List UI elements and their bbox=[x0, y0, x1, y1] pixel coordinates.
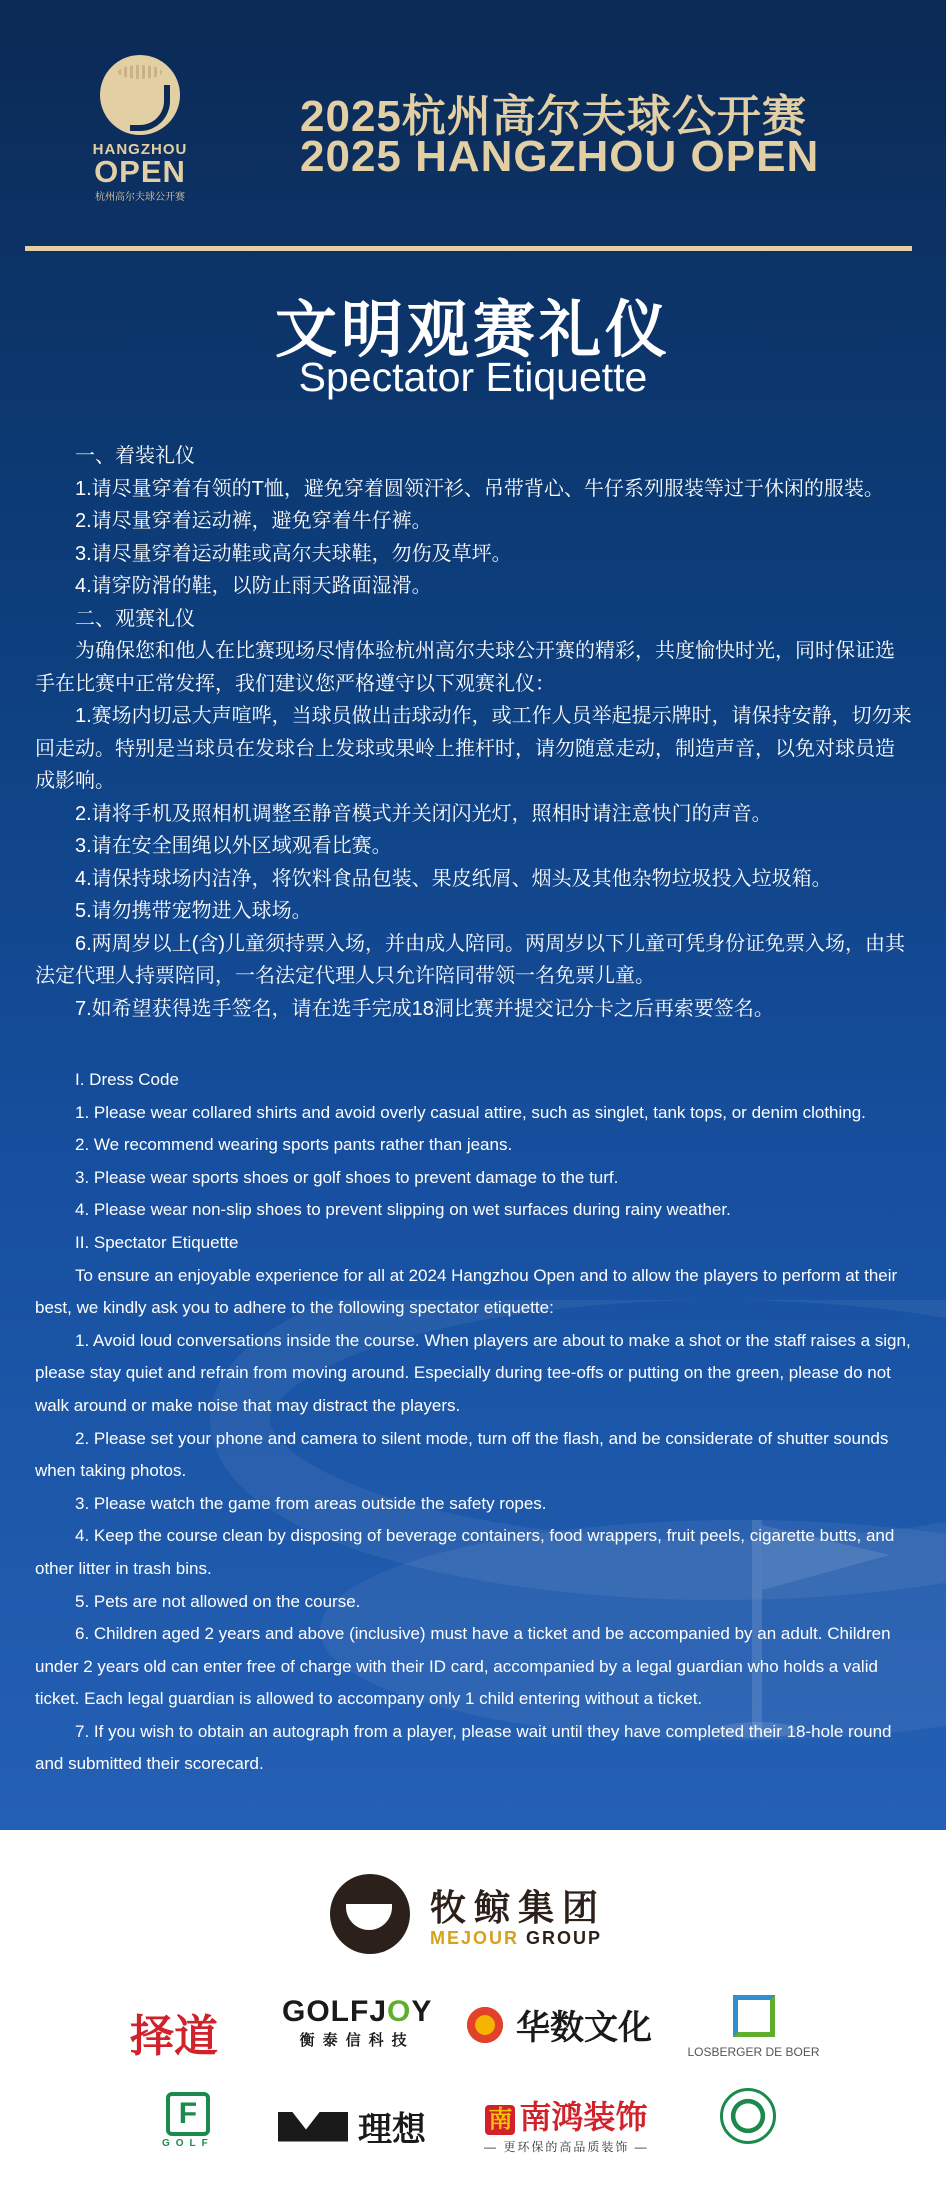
en-heading-dress: I. Dress Code bbox=[75, 1070, 179, 1089]
logo-line3: 杭州高尔夫球公开赛 bbox=[95, 192, 185, 203]
cn-spectator-item: 3.请在安全围绳以外区域观看比赛。 bbox=[75, 835, 392, 857]
en-spectator-item: 1. Avoid loud conversations inside the course. When players are about to make a shot or the staff raises a sign, please stay quiet and refrain from moving around. Especially during tee-offs or putting on the green, please do not walk around or make noise that may distract the players. bbox=[35, 1330, 911, 1415]
en-dress-item: 3. Please wear sports shoes or golf shoes to prevent damage to the turf. bbox=[75, 1167, 619, 1187]
cn-dress-item: 2.请尽量穿着运动裤，避免穿着牛仔裤。 bbox=[75, 510, 432, 532]
cn-dress-item: 4.请穿防滑的鞋，以防止雨天路面湿滑。 bbox=[75, 575, 432, 597]
sponsor-f-golf: F GOLF bbox=[162, 2092, 214, 2149]
cn-intro-paragraph: 为确保您和他人在比赛现场尽情体验杭州高尔夫球公开赛的精彩，共度愉快时光，同时保证选手在比赛中正常发挥，我们建议您严格遵守以下观赛礼仪： bbox=[35, 640, 895, 695]
mejour-en-name: MEJOUR GROUP bbox=[430, 1928, 603, 1948]
en-spectator-item: 5. Pets are not allowed on the course. bbox=[75, 1591, 361, 1611]
cn-spectator-item: 6.两周岁以上(含)儿童须持票入场，并由成人陪同。两周岁以下儿童可凭身份证免票入场，由其法定代理人持票陪同，一名法定代理人只允许陪同带领一名免票儿童。 bbox=[35, 932, 905, 987]
nanhong-slogan: — 更环保的高品质装饰 — bbox=[484, 2140, 649, 2154]
sponsor-losberger: LOSBERGER DE BOER bbox=[686, 1995, 821, 2059]
sponsor-golfjoy: GOLFJOY 衡泰信科技 bbox=[282, 1995, 433, 2049]
sponsor-lixiang: 理想 bbox=[278, 2102, 426, 2151]
square-logo-icon bbox=[733, 1995, 775, 2037]
sponsor-nanhong: 南 南鸿装饰 — 更环保的高品质装饰 — bbox=[484, 2099, 649, 2154]
cn-spectator-item: 5.请勿携带宠物进入球场。 bbox=[75, 900, 312, 922]
sponsor-zedao: 择道 bbox=[130, 2012, 218, 2061]
en-dress-item: 4. Please wear non-slip shoes to prevent slipping on wet surfaces during rainy weather. bbox=[75, 1200, 731, 1220]
en-spectator-item: 2. Please set your phone and camera to silent mode, turn off the flash, and be considerate of shutter sounds when taking photos. bbox=[35, 1428, 889, 1481]
en-spectator-item: 7. If you wish to obtain an autograph from a player, please wait until they have completed their 18-hole round and submitted their scorecard. bbox=[35, 1721, 892, 1774]
logo-line1: HANGZHOU bbox=[92, 141, 188, 158]
cn-heading-dress: 一、着装礼仪 bbox=[75, 445, 195, 467]
cn-heading-spectator: 二、观赛礼仪 bbox=[75, 607, 195, 630]
golf-ball-icon bbox=[100, 55, 180, 135]
sponsor-huashu: 华数文化 bbox=[462, 2000, 652, 2049]
chinese-etiquette-text bbox=[35, 440, 912, 1025]
en-dress-item: 1. Please wear collared shirts and avoid overly casual attire, such as singlet, tank tops, or denim clothing. bbox=[75, 1102, 866, 1122]
sponsor-logos bbox=[0, 1830, 946, 2186]
en-intro-paragraph: To ensure an enjoyable experience for all at 2024 Hangzhou Open and to allow the players to perform at their best, we kindly ask you to adhere to the following spectator etiquette: bbox=[35, 1265, 898, 1318]
cn-spectator-item: 2.请将手机及照相机调整至静音模式并关闭闪光灯，照相时请注意快门的声音。 bbox=[75, 802, 772, 825]
sun-logo-icon bbox=[462, 2002, 508, 2048]
english-etiquette-text bbox=[35, 1064, 912, 1781]
golfjoy-subtitle: 衡泰信科技 bbox=[299, 2032, 415, 2049]
heading-english: Spectator Etiquette bbox=[298, 354, 648, 400]
en-spectator-item: 3. Please watch the game from areas outside the safety ropes. bbox=[75, 1493, 547, 1513]
sponsor-mejour-group bbox=[330, 1870, 630, 1960]
title-english: 2025 HANGZHOU OPEN bbox=[300, 132, 820, 181]
cn-dress-item: 1.请尽量穿着有领的T恤，避免穿着圆领汗衫、吊带背心、牛仔系列服装等过于休闲的服装。 bbox=[75, 477, 884, 500]
en-heading-spectator: II. Spectator Etiquette bbox=[75, 1232, 239, 1252]
cn-dress-item: 3.请尽量穿着运动鞋或高尔夫球鞋，勿伤及草坪。 bbox=[75, 542, 512, 565]
hangzhou-open-logo bbox=[80, 55, 200, 203]
cn-spectator-item: 4.请保持球场内洁净，将饮料食品包装、果皮纸屑、烟头及其他杂物垃圾投入垃圾箱。 bbox=[75, 867, 832, 890]
en-dress-item: 2. We recommend wearing sports pants rather than jeans. bbox=[75, 1135, 513, 1155]
sponsor-association-seal bbox=[720, 2088, 776, 2144]
cn-spectator-item: 1.赛场内切忌大声喧哗，当球员做出击球动作，或工作人员举起提示牌时，请保持安静，切勿来回走动。特别是当球员在发球台上发球或果岭上推杆时，请勿随意走动，制造声音，以免对球员造成影响。 bbox=[35, 705, 912, 792]
li-logo-icon bbox=[278, 2112, 348, 2142]
title-chinese: 2025杭州高尔夫球公开赛 bbox=[300, 92, 807, 141]
logo-line2: OPEN bbox=[94, 154, 186, 189]
whale-logo-icon bbox=[330, 1874, 410, 1954]
en-spectator-item: 6. Children aged 2 years and above (inclusive) must have a ticket and be accompanied by an adult. Children under 2 years old can enter free of charge with their ID card, accompanied by a legal guardian who holds a valid ticket. Each legal guardian is allowed to accompany only 1 child entering without a ticket. bbox=[35, 1624, 891, 1709]
mejour-cn-name: 牧鲸集团 bbox=[430, 1887, 607, 1928]
seal-logo-icon bbox=[720, 2088, 776, 2144]
en-spectator-item: 4. Keep the course clean by disposing of beverage containers, food wrappers, fruit peels, cigarette butts, and other litter in trash bins. bbox=[35, 1526, 895, 1578]
cn-spectator-item: 7.如希望获得选手签名，请在选手完成18洞比赛并提交记分卡之后再索要签名。 bbox=[75, 997, 774, 1020]
f-logo-icon: F bbox=[166, 2092, 210, 2136]
header-divider bbox=[25, 246, 912, 251]
heading-chinese: 文明观赛礼仪 bbox=[274, 296, 671, 365]
nanhong-logo-icon: 南 bbox=[485, 2105, 515, 2135]
